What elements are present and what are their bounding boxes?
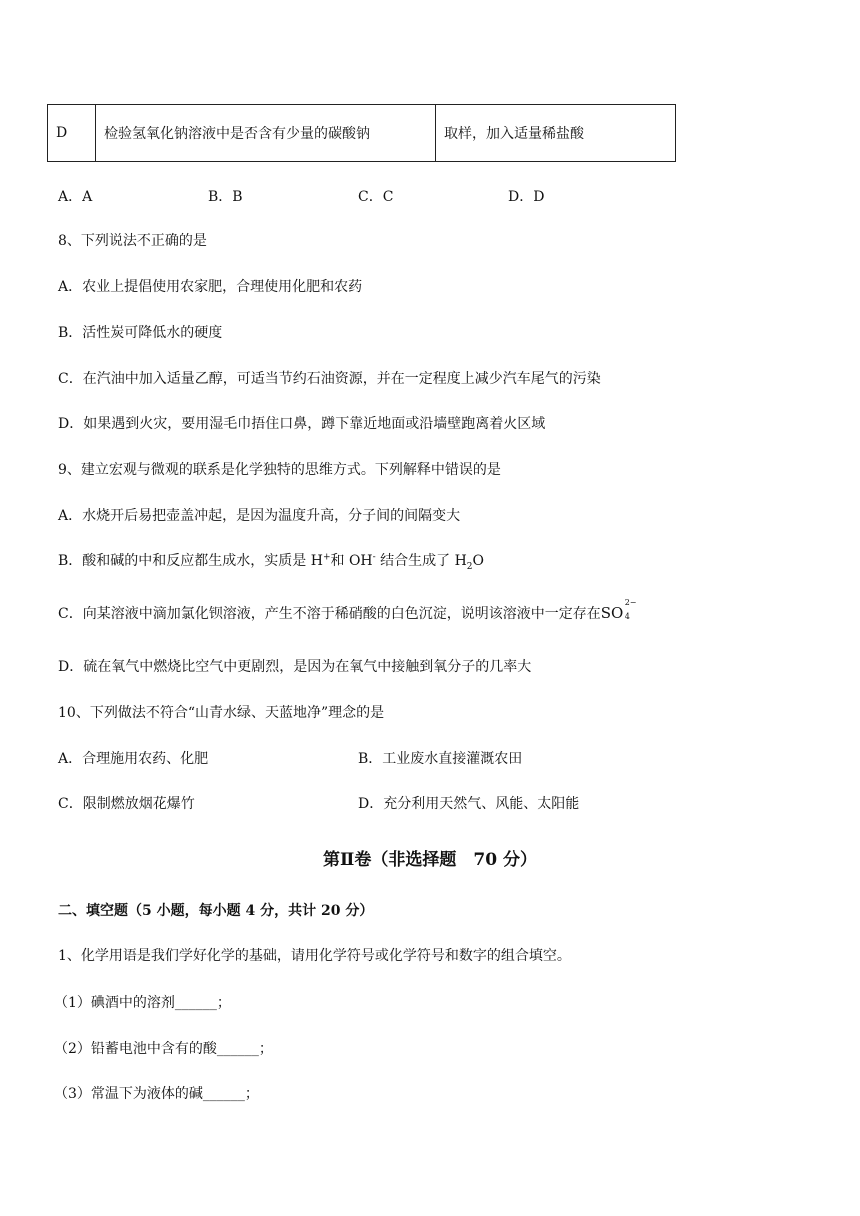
sulfate-ion-symbol: SO	[600, 604, 624, 622]
fill-q1-stem: 1、化学用语是我们学好化学的基础，请用化学符号或化学符号和数字的组合填空。	[58, 948, 571, 964]
q8-option-a: A．农业上提倡使用农家肥，合理使用化肥和农药	[58, 279, 363, 295]
fill-q1-item-2: （2）铅蓄电池中含有的酸______；	[54, 1041, 273, 1057]
q9-option-b-text1: B．酸和碱的中和反应都生成水，实质是 H	[58, 553, 323, 569]
option-table	[47, 104, 676, 162]
q9-option-b-text3: 结合生成了 H	[375, 553, 467, 569]
part2-title: 第Ⅱ卷（非选择题 70 分）	[323, 850, 537, 870]
q9-option-d: D．硫在氧气中燃烧比空气中更剧烈，是因为在氧气中接触到氧分子的几率大	[58, 659, 532, 675]
table-cell-label: D	[48, 105, 96, 162]
q8-option-d: D．如果遇到火灾，要用湿毛巾捂住口鼻，蹲下靠近地面或沿墙壁跑离着火区域	[58, 416, 546, 432]
sulfate-ion	[600, 598, 637, 622]
q9-option-b	[58, 550, 484, 572]
q9-stem: 9、建立宏观与微观的联系是化学独特的思维方式。下列解释中错误的是	[58, 462, 501, 478]
fill-q1-item-1: （1）碘酒中的溶剂______；	[54, 995, 231, 1011]
q9-option-c	[58, 598, 637, 623]
table-row	[48, 105, 676, 162]
hydrogen-ion-charge: +	[322, 552, 331, 563]
table-cell-method: 取样，加入适量稀盐酸	[436, 105, 676, 162]
q10-option-a: A．合理施用农药、化肥	[58, 751, 209, 767]
water-subscript: 2	[466, 561, 473, 572]
q9-option-a: A．水烧开后易把壶盖冲起，是因为温度升高，分子间的间隔变大	[58, 508, 461, 524]
q9-option-c-text: C．向某溶液中滴加氯化钡溶液，产生不溶于稀硝酸的白色沉淀，说明该溶液中一定存在	[58, 606, 601, 622]
table-cell-task: 检验氢氧化钠溶液中是否含有少量的碳酸钠	[96, 105, 436, 162]
sulfate-ion-subscript: 4	[624, 612, 630, 621]
q10-option-d: D．充分利用天然气、风能、太阳能	[358, 796, 580, 812]
q8-option-c: C．在汽油中加入适量乙醇，可适当节约石油资源，并在一定程度上减少汽车尾气的污染	[58, 371, 601, 387]
q9-option-b-text4: O	[472, 553, 485, 569]
section2-heading: 二、填空题（5 小题，每小题 4 分，共计 20 分）	[58, 903, 374, 919]
q7-option-b: B．B	[208, 189, 243, 205]
q9-option-b-text2: 和 OH	[330, 553, 373, 569]
q10-option-b: B．工业废水直接灌溉农田	[358, 751, 523, 767]
sulfate-ion-charge: 2−	[624, 598, 637, 607]
q10-stem: 10、下列做法不符合“山青水绿、天蓝地净”理念的是	[58, 705, 385, 721]
q8-option-b: B．活性炭可降低水的硬度	[58, 325, 223, 341]
q10-option-c: C．限制燃放烟花爆竹	[58, 796, 195, 812]
hydroxide-ion-charge: -	[372, 552, 376, 563]
q7-option-c: C．C	[358, 189, 394, 205]
fill-q1-item-3: （3）常温下为液体的碱______；	[54, 1086, 259, 1102]
q8-stem: 8、下列说法不正确的是	[58, 233, 207, 249]
q7-option-d: D．D	[508, 189, 545, 205]
q7-option-a: A．A	[58, 189, 93, 205]
